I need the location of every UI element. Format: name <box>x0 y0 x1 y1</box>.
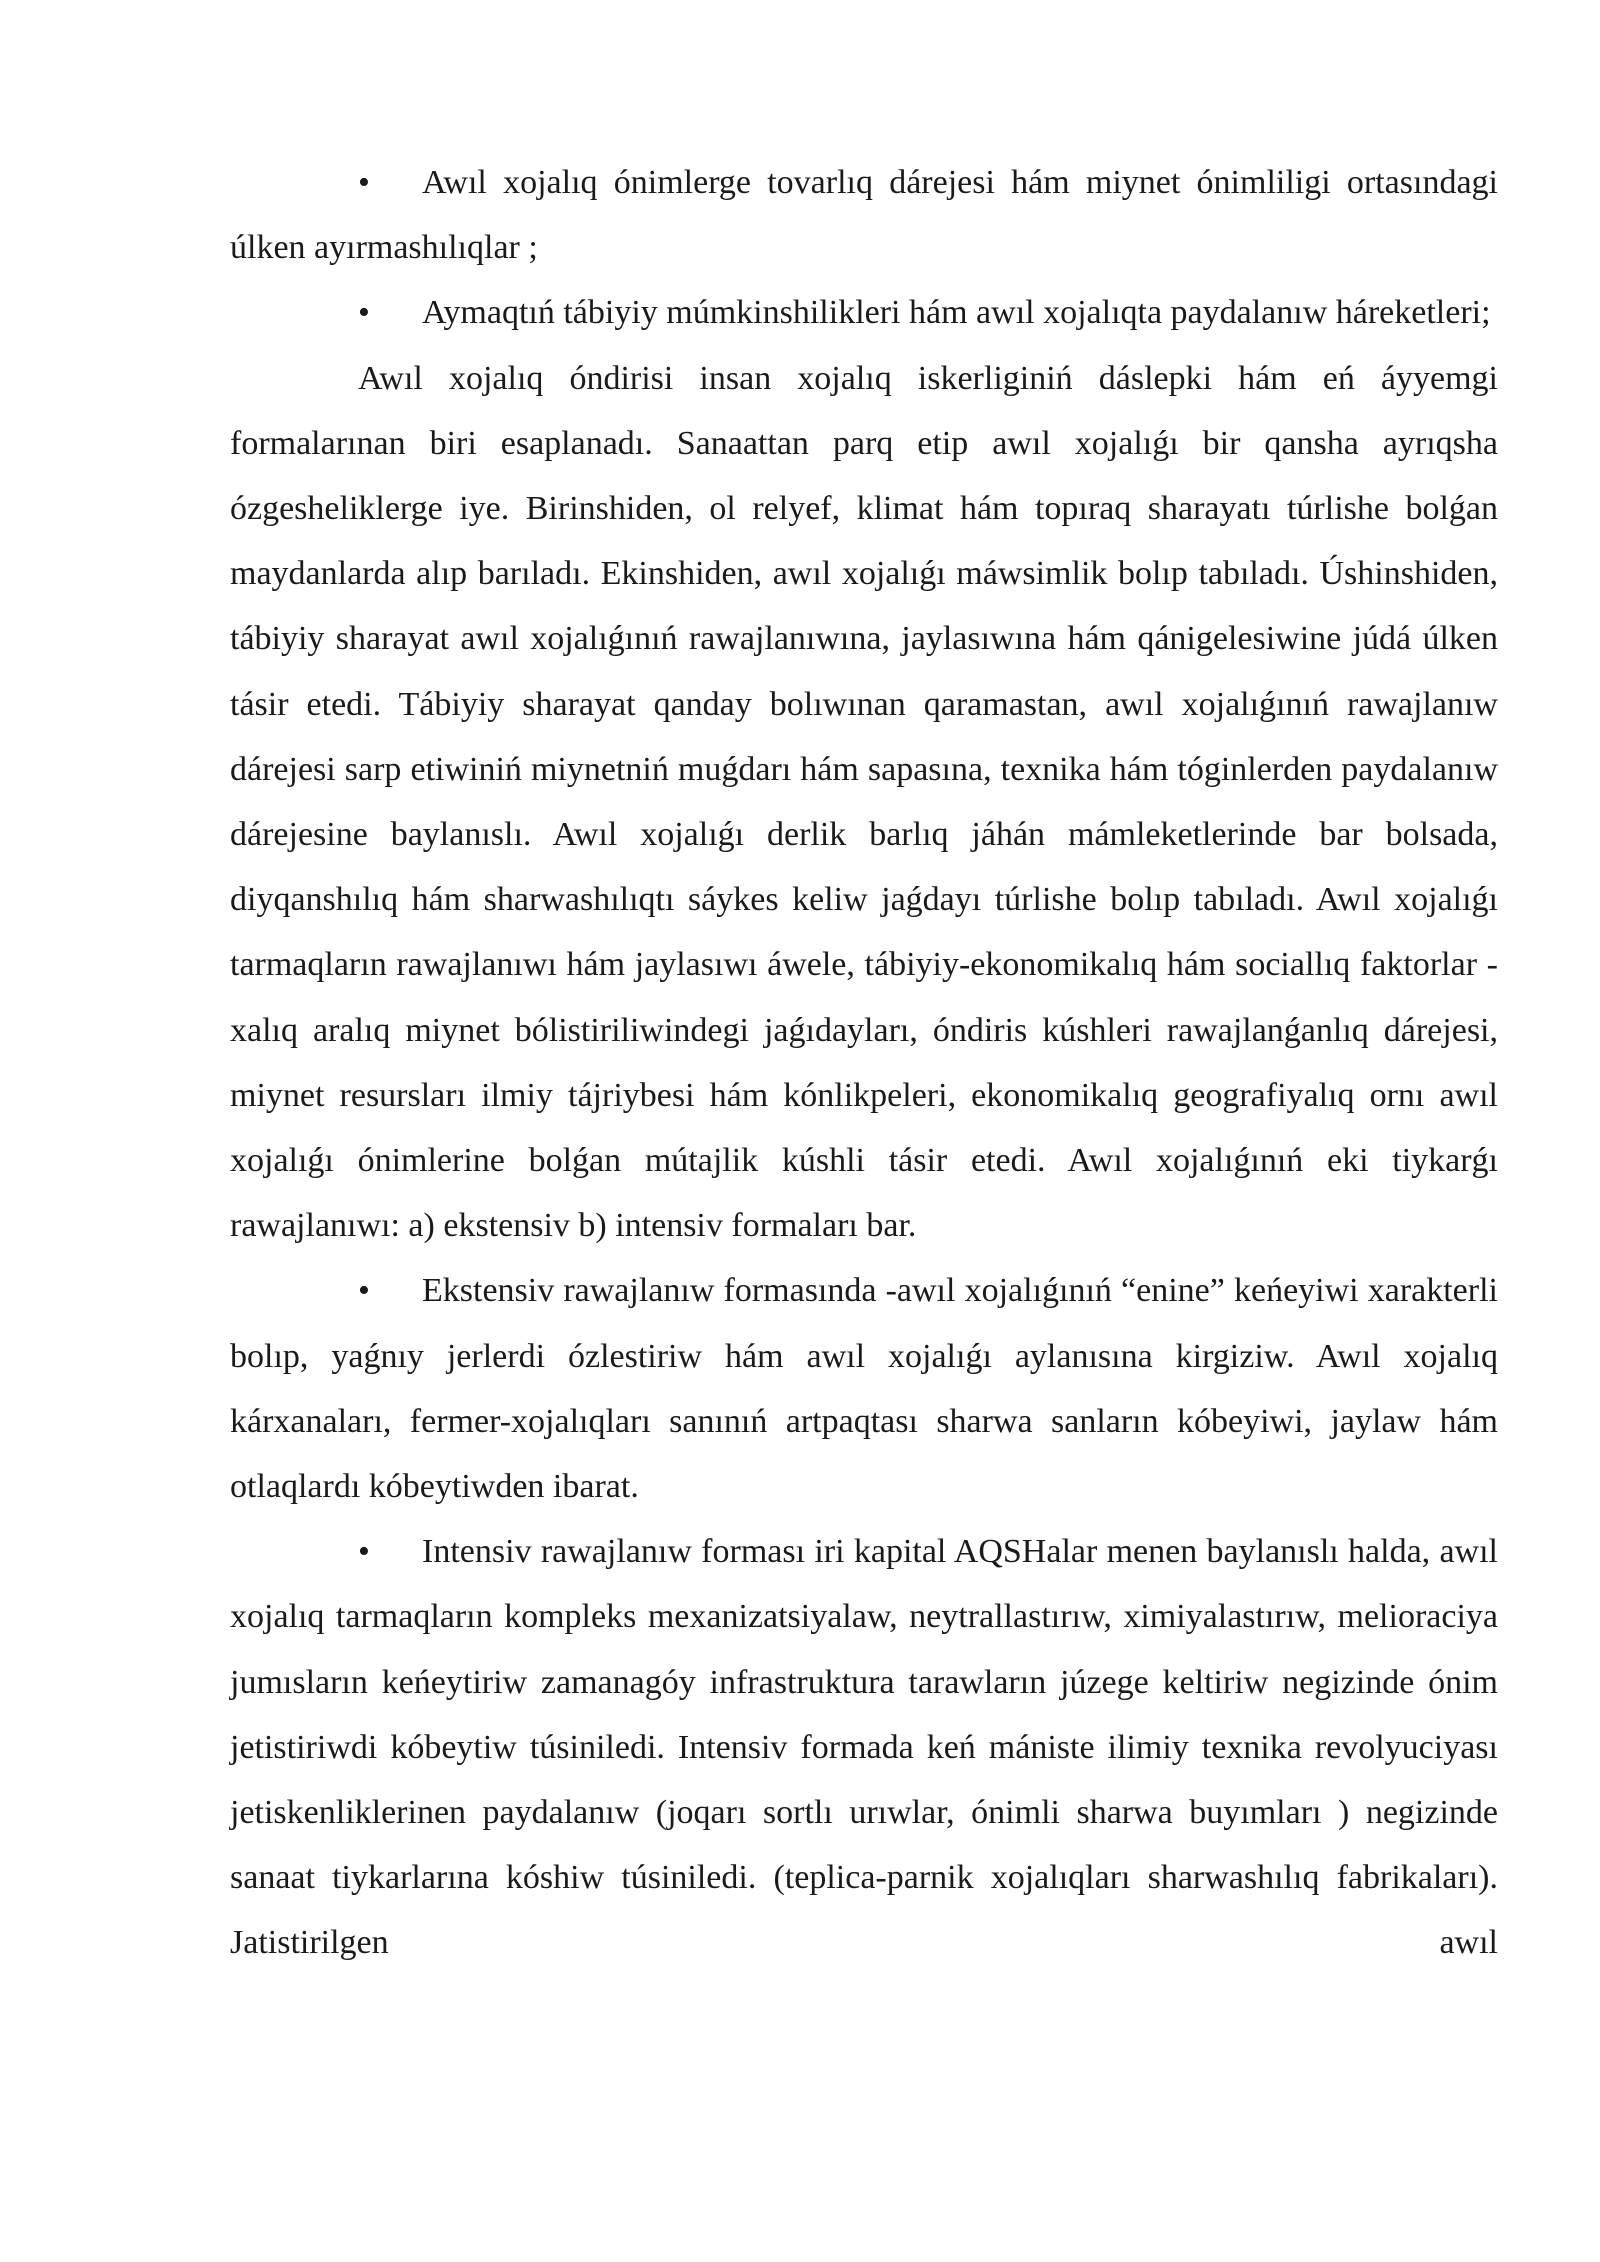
bullet-paragraph-4 <box>230 1519 1498 1975</box>
bullet-marker: • <box>358 1533 370 1571</box>
body-paragraph <box>230 346 1498 1259</box>
bullet-marker: • <box>358 294 370 332</box>
paragraph-text: Ekstensiv rawajlanıw formasında -awıl xojalıǵınıń “enine” keńeyiwi xarakterli bolıp, yaǵnıy jerlerdi ózlestiriw hám awıl xojalıǵı aylanısına kirgiziw. Awıl xojalıq kárxanaları, fermer-xojalıqları sanınıń artpaqtası sharwa sanların kóbeyiwi, jaylaw hám otlaqlardı kóbeytiwden ibarat. <box>230 1272 1498 1506</box>
bullet-paragraph-3 <box>230 1258 1498 1519</box>
paragraph-text: Awıl xojalıq óndirisi insan xojalıq iskerliginiń dáslepki hám eń áyyemgi formalarınan biri esaplanadı. Sanaattan parq etip awıl xojalıǵı bir qansha ayrıqsha ózgesheliklerge iye. Birinshiden, ol relyef, klimat hám topıraq sharayatı túrlishe bolǵan maydanlarda alıp barıladı. Ekinshiden, awıl xojalıǵı máwsimlik bolıp tabıladı. Úshinshiden, tábiyiy sharayat awıl xojalıǵınıń rawajlanıwına, jaylasıwına hám qánigelesiwine júdá úlken tásir etedi. Tábiyiy sharayat qanday bolıwınan qaramastan, awıl xojalıǵınıń rawajlanıw dárejesi sarp etiwiniń miynetniń muǵdarı hám sapasına, texnika hám tóginlerden paydalanıw dárejesine baylanıslı. Awıl xojalıǵı derlik barlıq jáhán mámleketlerinde bar bolsada, diyqanshılıq hám sharwashılıqtı sáykes keliw jaǵdayı túrlishe bolıp tabıladı. Awıl xojalıǵı tarmaqların rawajlanıwı hám jaylasıwı áwele, tábiyiy-ekonomikalıq hám sociallıq faktorlar -xalıq aralıq miynet bólistiriliwindegi jaǵıdayları, óndiris kúshleri rawajlanǵanlıq dárejesi, miynet resursları ilmiy tájriybesi hám kónlikpeleri, ekonomikalıq geografiyalıq ornı awıl xojalıǵı ónimlerine bolǵan mútajlik kúshli tásir etedi. Awıl xojalıǵınıń eki tiykarǵı rawajlanıwı: a) ekstensiv b) intensiv formaları bar. <box>230 359 1498 1245</box>
bullet-marker: • <box>358 1272 370 1310</box>
paragraph-text: Aymaqtıń tábiyiy múmkinshilikleri hám awıl xojalıqta paydalanıw háreketleri; <box>422 294 1491 332</box>
document-page <box>230 150 1498 1976</box>
bullet-marker: • <box>358 164 370 201</box>
paragraph-text: Intensiv rawajlanıw forması iri kapital AQSHalar menen baylanıslı halda, awıl xojalıq tarmaqların kompleks mexanizatsiyalaw, neytrallastırıw, ximiyalastırıw, melioraciya jumısların keńeytiriw zamanagóy infrastruktura tarawların júzege keltiriw negizinde ónim jetistiriwdi kóbeytiw túsiniledi. Intensiv formada keń mániste ilimiy texnika revolyuciyası jetiskenliklerinen paydalanıw (joqarı sortlı urıwlar, ónimli sharwa buyımları ) negizinde sanaat tiykarlarına kóshiw túsiniledi. (teplica-parnik xojalıqları sharwashılıq fabrikaları). Jatistirilgen awıl <box>230 1533 1498 1962</box>
bullet-paragraph-2 <box>230 280 1498 345</box>
paragraph-text: Awıl xojalıq ónimlerge tovarlıq dárejesi hám miynet ónimliligi ortasındagi úlken ayırmashılıqlar ; <box>230 164 1498 267</box>
bullet-paragraph-1 <box>230 150 1498 280</box>
